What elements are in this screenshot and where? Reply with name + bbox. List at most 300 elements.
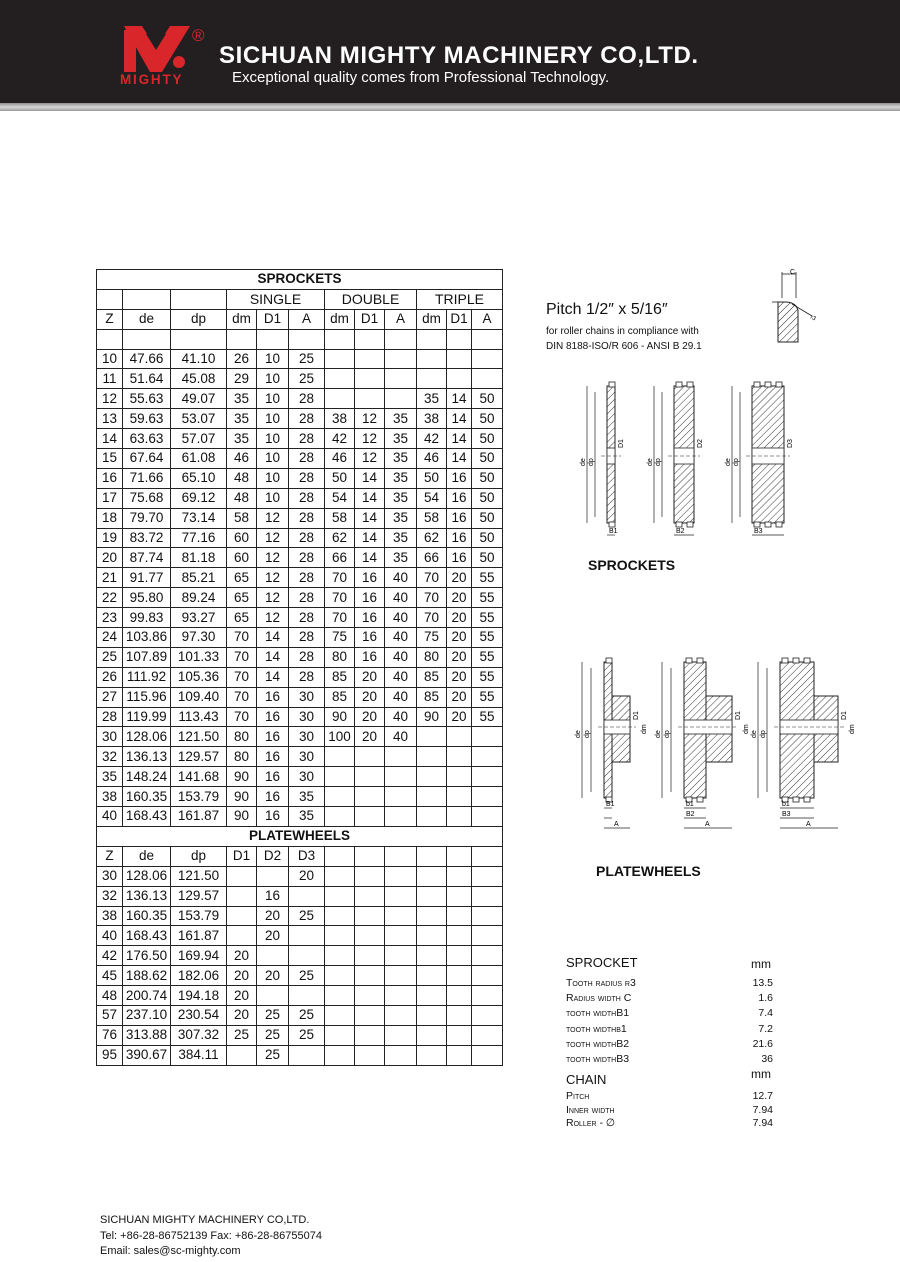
spec-label: tooth widthB2 bbox=[566, 1037, 630, 1050]
spec-value: 7.94 bbox=[752, 1117, 773, 1129]
drawing-label: B3 bbox=[754, 528, 763, 535]
table-cell: 55 bbox=[472, 608, 503, 628]
table-cell: 16 bbox=[447, 548, 472, 568]
spec-label: tooth widthB1 bbox=[566, 1007, 630, 1020]
table-cell bbox=[325, 747, 355, 767]
table-cell: 60 bbox=[227, 548, 257, 568]
table-cell: 237.10 bbox=[123, 1005, 171, 1025]
table-cell: 40 bbox=[385, 687, 417, 707]
table-cell: 26 bbox=[227, 349, 257, 369]
sprocket-row bbox=[97, 409, 503, 429]
sprocket-row bbox=[97, 588, 503, 608]
table-cell bbox=[385, 1025, 417, 1045]
column-header: D1 bbox=[355, 309, 385, 329]
table-cell bbox=[355, 946, 385, 966]
table-cell: 16 bbox=[97, 468, 123, 488]
table-cell bbox=[355, 807, 385, 827]
table-cell bbox=[355, 747, 385, 767]
table-cell bbox=[257, 986, 289, 1006]
table-cell: 16 bbox=[257, 886, 289, 906]
table-cell: 61.08 bbox=[171, 449, 227, 469]
table-cell: 95.80 bbox=[123, 588, 171, 608]
spec-label: Inner width bbox=[566, 1103, 615, 1116]
table-cell: 28 bbox=[289, 568, 325, 588]
drawing-label: dp bbox=[655, 458, 662, 466]
table-cell: 12 bbox=[355, 409, 385, 429]
pitch-title: Pitch 1/2″ x 5/16″ bbox=[546, 301, 668, 318]
table-cell: 35 bbox=[97, 767, 123, 787]
column-header: de bbox=[123, 309, 171, 329]
table-cell: 38 bbox=[97, 787, 123, 807]
platewheels-caption: PLATEWHEELS bbox=[596, 863, 701, 879]
drawing-label: dm bbox=[743, 724, 750, 734]
table-cell: 18 bbox=[97, 508, 123, 528]
table-cell bbox=[355, 349, 385, 369]
drawing-label: dp bbox=[664, 730, 671, 738]
column-header: dm bbox=[417, 309, 447, 329]
table-cell: 28 bbox=[97, 707, 123, 727]
table-cell: 20 bbox=[355, 727, 385, 747]
table-cell bbox=[472, 986, 503, 1006]
table-cell: 14 bbox=[97, 429, 123, 449]
table-cell: 50 bbox=[472, 409, 503, 429]
table-cell: 23 bbox=[97, 608, 123, 628]
table-cell bbox=[325, 906, 355, 926]
table-cell bbox=[227, 906, 257, 926]
platewheel-row bbox=[97, 986, 503, 1006]
table-cell: 128.06 bbox=[123, 727, 171, 747]
table-cell: 16 bbox=[257, 687, 289, 707]
platewheel-row bbox=[97, 1025, 503, 1045]
table-cell: 35 bbox=[385, 449, 417, 469]
table-cell bbox=[417, 966, 447, 986]
table-cell: 40 bbox=[385, 608, 417, 628]
table-cell: 14 bbox=[257, 628, 289, 648]
mighty-logo-icon bbox=[122, 26, 192, 74]
table-cell: 62 bbox=[417, 528, 447, 548]
table-cell bbox=[447, 807, 472, 827]
table-cell: 65 bbox=[227, 588, 257, 608]
platewheel-row bbox=[97, 866, 503, 886]
table-cell: 50 bbox=[472, 488, 503, 508]
table-cell: 79.70 bbox=[123, 508, 171, 528]
spec-label: Pitch bbox=[566, 1090, 590, 1102]
table-cell bbox=[355, 886, 385, 906]
table-cell: 168.43 bbox=[123, 926, 171, 946]
company-title: SICHUAN MIGHTY MACHINERY CO,LTD. bbox=[219, 42, 699, 69]
table-cell: 55 bbox=[472, 667, 503, 687]
table-cell: 40 bbox=[385, 568, 417, 588]
table-cell bbox=[355, 389, 385, 409]
table-cell: 22 bbox=[97, 588, 123, 608]
table-cell: 25 bbox=[257, 1045, 289, 1065]
platewheel-row bbox=[97, 906, 503, 926]
table-cell bbox=[289, 926, 325, 946]
column-header: dp bbox=[171, 309, 227, 329]
table-cell: 20 bbox=[227, 986, 257, 1006]
table-cell bbox=[325, 369, 355, 389]
sprocket-row bbox=[97, 568, 503, 588]
table-cell bbox=[325, 1025, 355, 1045]
table-cell: 55 bbox=[472, 647, 503, 667]
sprockets-caption: SPROCKETS bbox=[588, 557, 676, 573]
drawing-label: dm bbox=[849, 724, 856, 734]
table-cell: 29 bbox=[227, 369, 257, 389]
table-cell bbox=[325, 329, 355, 349]
table-cell: 136.13 bbox=[123, 747, 171, 767]
table-cell: 30 bbox=[97, 727, 123, 747]
table-cell: 70 bbox=[325, 588, 355, 608]
table-cell: 58 bbox=[325, 508, 355, 528]
table-cell bbox=[447, 986, 472, 1006]
table-cell bbox=[227, 1045, 257, 1065]
table-cell: 16 bbox=[257, 787, 289, 807]
table-cell: 60 bbox=[227, 528, 257, 548]
table-cell: 25 bbox=[257, 1025, 289, 1045]
table-cell: 111.92 bbox=[123, 667, 171, 687]
table-cell: 35 bbox=[385, 508, 417, 528]
table-cell: 12 bbox=[97, 389, 123, 409]
sprocket-row bbox=[97, 608, 503, 628]
sprocket-row bbox=[97, 727, 503, 747]
column-header: de bbox=[123, 846, 171, 866]
table-cell: 40 bbox=[385, 727, 417, 747]
table-cell: 10 bbox=[257, 389, 289, 409]
sprocket-row bbox=[97, 747, 503, 767]
table-cell: 91.77 bbox=[123, 568, 171, 588]
table-cell bbox=[289, 886, 325, 906]
table-cell bbox=[385, 906, 417, 926]
drawing-label: A bbox=[705, 821, 710, 828]
platewheel-row bbox=[97, 886, 503, 906]
table-cell bbox=[417, 946, 447, 966]
sprocket-row bbox=[97, 429, 503, 449]
table-cell: 390.67 bbox=[123, 1045, 171, 1065]
drawing-label: A bbox=[614, 821, 619, 828]
table-cell: 160.35 bbox=[123, 787, 171, 807]
table-cell bbox=[447, 886, 472, 906]
table-cell: 10 bbox=[257, 488, 289, 508]
table-cell bbox=[417, 986, 447, 1006]
table-cell: 14 bbox=[355, 548, 385, 568]
table-cell: 75.68 bbox=[123, 488, 171, 508]
table-cell: 28 bbox=[289, 449, 325, 469]
table-cell: 188.62 bbox=[123, 966, 171, 986]
table-cell: 168.43 bbox=[123, 807, 171, 827]
spec-value: 13.5 bbox=[752, 977, 773, 989]
table-cell: 30 bbox=[289, 767, 325, 787]
table-cell: 14 bbox=[447, 389, 472, 409]
table-cell bbox=[472, 807, 503, 827]
table-cell: 100 bbox=[325, 727, 355, 747]
drawing-label: de bbox=[580, 458, 587, 466]
table-cell: 90 bbox=[325, 707, 355, 727]
sprockets-group-row bbox=[97, 289, 503, 309]
table-cell: 47.66 bbox=[123, 349, 171, 369]
table-cell bbox=[97, 289, 123, 309]
table-cell: 28 bbox=[289, 548, 325, 568]
table-cell: 75 bbox=[325, 628, 355, 648]
drawing-label: de bbox=[655, 730, 662, 738]
drawing-label: B3 bbox=[782, 811, 791, 818]
table-cell: 50 bbox=[472, 548, 503, 568]
table-cell: 19 bbox=[97, 528, 123, 548]
table-cell bbox=[227, 926, 257, 946]
table-cell bbox=[417, 807, 447, 827]
platewheel-view-3 bbox=[751, 658, 856, 828]
table-cell bbox=[472, 1025, 503, 1045]
table-cell: 89.24 bbox=[171, 588, 227, 608]
table-cell bbox=[417, 329, 447, 349]
table-cell bbox=[385, 329, 417, 349]
table-cell bbox=[355, 926, 385, 946]
table-cell: 38 bbox=[417, 409, 447, 429]
table-cell: 40 bbox=[385, 707, 417, 727]
table-cell bbox=[447, 906, 472, 926]
table-cell: 14 bbox=[257, 647, 289, 667]
table-cell bbox=[447, 1005, 472, 1025]
column-header: dp bbox=[171, 846, 227, 866]
table-cell bbox=[472, 787, 503, 807]
table-cell bbox=[325, 966, 355, 986]
column-header: dm bbox=[227, 309, 257, 329]
table-cell: 25 bbox=[289, 906, 325, 926]
table-cell: 57 bbox=[97, 1005, 123, 1025]
table-cell: 85 bbox=[417, 667, 447, 687]
table-cell: 169.94 bbox=[171, 946, 227, 966]
table-cell: 26 bbox=[97, 667, 123, 687]
table-cell bbox=[417, 767, 447, 787]
chain-spec-unit: mm bbox=[751, 1067, 771, 1081]
table-cell: 50 bbox=[417, 468, 447, 488]
table-cell: 16 bbox=[447, 468, 472, 488]
table-cell: 20 bbox=[447, 588, 472, 608]
table-cell: 161.87 bbox=[171, 807, 227, 827]
column-header: Z bbox=[97, 309, 123, 329]
drawing-label: dp bbox=[733, 458, 740, 466]
spec-label: Tooth radius r3 bbox=[566, 977, 636, 989]
table-cell: 160.35 bbox=[123, 906, 171, 926]
platewheel-view-2 bbox=[655, 658, 750, 828]
tooth-c-label: C bbox=[790, 269, 796, 276]
table-cell: 97.30 bbox=[171, 628, 227, 648]
table-cell bbox=[325, 866, 355, 886]
table-cell: 20 bbox=[257, 926, 289, 946]
table-cell: 35 bbox=[227, 389, 257, 409]
spec-label: tooth widthb1 bbox=[566, 1022, 627, 1035]
table-cell bbox=[257, 946, 289, 966]
column-header: dm bbox=[325, 309, 355, 329]
table-cell: 313.88 bbox=[123, 1025, 171, 1045]
table-cell: 14 bbox=[447, 409, 472, 429]
table-cell: 16 bbox=[257, 727, 289, 747]
sprocket-row bbox=[97, 349, 503, 369]
table-cell: 20 bbox=[227, 946, 257, 966]
table-cell: 14 bbox=[355, 508, 385, 528]
footer-phone: Tel: +86-28-86752139 Fax: +86-28-86755074 bbox=[100, 1229, 323, 1242]
table-cell bbox=[227, 329, 257, 349]
table-cell: 80 bbox=[227, 747, 257, 767]
table-cell bbox=[472, 1045, 503, 1065]
table-cell: 70 bbox=[417, 608, 447, 628]
table-cell: 28 bbox=[289, 647, 325, 667]
table-cell bbox=[123, 289, 171, 309]
column-header: A bbox=[472, 309, 503, 329]
table-cell bbox=[417, 886, 447, 906]
table-cell: 49.07 bbox=[171, 389, 227, 409]
table-cell: 14 bbox=[355, 488, 385, 508]
table-cell: 70 bbox=[227, 707, 257, 727]
table-cell: 20 bbox=[355, 667, 385, 687]
platewheels-table-title: PLATEWHEELS bbox=[97, 826, 503, 846]
table-cell bbox=[171, 289, 227, 309]
table-cell: 12 bbox=[355, 429, 385, 449]
table-cell: 51.64 bbox=[123, 369, 171, 389]
table-cell bbox=[417, 349, 447, 369]
drawing-label: D1 bbox=[735, 711, 742, 720]
sprocket-row bbox=[97, 707, 503, 727]
table-cell: 129.57 bbox=[171, 886, 227, 906]
table-cell: 27 bbox=[97, 687, 123, 707]
table-cell: 16 bbox=[355, 628, 385, 648]
table-cell bbox=[385, 1045, 417, 1065]
table-cell: 40 bbox=[97, 807, 123, 827]
table-cell: 50 bbox=[472, 449, 503, 469]
table-cell bbox=[325, 946, 355, 966]
footer-company: SICHUAN MIGHTY MACHINERY CO,LTD. bbox=[100, 1214, 310, 1226]
table-cell: 66 bbox=[417, 548, 447, 568]
table-cell bbox=[123, 329, 171, 349]
table-cell bbox=[447, 946, 472, 966]
drawing-label: B1 bbox=[609, 528, 618, 535]
table-cell: 121.50 bbox=[171, 727, 227, 747]
drawing-label: de bbox=[575, 730, 582, 738]
table-cell bbox=[325, 389, 355, 409]
table-cell: 136.13 bbox=[123, 886, 171, 906]
table-cell: 32 bbox=[97, 886, 123, 906]
spec-label: Roller - ∅ bbox=[566, 1117, 616, 1129]
table-cell: 16 bbox=[355, 568, 385, 588]
table-cell: 40 bbox=[385, 647, 417, 667]
table-cell: 25 bbox=[289, 349, 325, 369]
table-cell bbox=[325, 926, 355, 946]
table-cell bbox=[472, 886, 503, 906]
table-cell bbox=[325, 986, 355, 1006]
table-cell: 14 bbox=[355, 468, 385, 488]
table-cell: 20 bbox=[97, 548, 123, 568]
drawing-label: B2 bbox=[686, 811, 695, 818]
table-cell: 40 bbox=[97, 926, 123, 946]
footer-contact bbox=[100, 1213, 322, 1260]
spec-value: 12.7 bbox=[752, 1090, 773, 1102]
table-cell: 20 bbox=[227, 966, 257, 986]
table-cell: 38 bbox=[97, 906, 123, 926]
drawing-label: de bbox=[725, 458, 732, 466]
sprocket-row bbox=[97, 667, 503, 687]
table-cell: 28 bbox=[289, 628, 325, 648]
column-header: D1 bbox=[257, 309, 289, 329]
table-cell: 76 bbox=[97, 1025, 123, 1045]
table-cell: 35 bbox=[385, 488, 417, 508]
spacer-row bbox=[97, 329, 503, 349]
table-cell: 16 bbox=[447, 528, 472, 548]
table-cell bbox=[385, 747, 417, 767]
table-cell: 25 bbox=[289, 369, 325, 389]
sprocket-row bbox=[97, 807, 503, 827]
table-cell bbox=[325, 767, 355, 787]
platewheel-drawings bbox=[568, 650, 856, 832]
table-cell: 16 bbox=[257, 767, 289, 787]
footer-email: Email: sales@sc-mighty.com bbox=[100, 1245, 241, 1257]
sprocket-row bbox=[97, 369, 503, 389]
table-cell: 153.79 bbox=[171, 787, 227, 807]
table-cell bbox=[325, 1045, 355, 1065]
table-cell bbox=[472, 369, 503, 389]
table-cell: 16 bbox=[257, 747, 289, 767]
table-cell bbox=[385, 946, 417, 966]
table-cell bbox=[472, 846, 503, 866]
table-cell: 70 bbox=[325, 608, 355, 628]
table-cell bbox=[385, 926, 417, 946]
platewheel-row bbox=[97, 966, 503, 986]
column-header: Z bbox=[97, 846, 123, 866]
table-cell: 73.14 bbox=[171, 508, 227, 528]
table-cell: 161.87 bbox=[171, 926, 227, 946]
table-cell: 20 bbox=[289, 866, 325, 886]
table-cell: 54 bbox=[325, 488, 355, 508]
table-cell: 10 bbox=[257, 409, 289, 429]
table-cell: 25 bbox=[289, 1025, 325, 1045]
table-cell: 70 bbox=[417, 568, 447, 588]
table-cell bbox=[325, 1005, 355, 1025]
table-cell: 69.12 bbox=[171, 488, 227, 508]
table-cell: 40 bbox=[385, 628, 417, 648]
table-cell: 20 bbox=[355, 707, 385, 727]
table-cell bbox=[325, 787, 355, 807]
table-cell: 54 bbox=[417, 488, 447, 508]
table-cell bbox=[447, 747, 472, 767]
table-cell: 128.06 bbox=[123, 866, 171, 886]
table-cell: 42 bbox=[325, 429, 355, 449]
table-cell: 148.24 bbox=[123, 767, 171, 787]
drawing-label: D3 bbox=[787, 439, 794, 448]
table-cell: 63.63 bbox=[123, 429, 171, 449]
group-header-triple: TRIPLE bbox=[417, 289, 503, 309]
table-cell: 20 bbox=[447, 667, 472, 687]
table-cell bbox=[355, 787, 385, 807]
drawing-label: D1 bbox=[618, 439, 625, 448]
table-cell: 35 bbox=[385, 548, 417, 568]
table-cell: 230.54 bbox=[171, 1005, 227, 1025]
sprocket-row bbox=[97, 389, 503, 409]
table-cell: 25 bbox=[289, 966, 325, 986]
table-cell: 66 bbox=[325, 548, 355, 568]
sprockets-title-row bbox=[97, 270, 503, 290]
group-header-single: SINGLE bbox=[227, 289, 325, 309]
table-cell bbox=[417, 906, 447, 926]
table-cell: 25 bbox=[289, 1005, 325, 1025]
table-cell: 25 bbox=[257, 1005, 289, 1025]
table-cell: 50 bbox=[472, 389, 503, 409]
sprocket-view-3 bbox=[725, 382, 794, 535]
table-cell bbox=[355, 1045, 385, 1065]
table-cell: 85 bbox=[325, 667, 355, 687]
table-cell: 55 bbox=[472, 588, 503, 608]
table-cell: 12 bbox=[257, 528, 289, 548]
table-cell: 65 bbox=[227, 568, 257, 588]
sprocket-row bbox=[97, 488, 503, 508]
table-cell: 70 bbox=[227, 687, 257, 707]
